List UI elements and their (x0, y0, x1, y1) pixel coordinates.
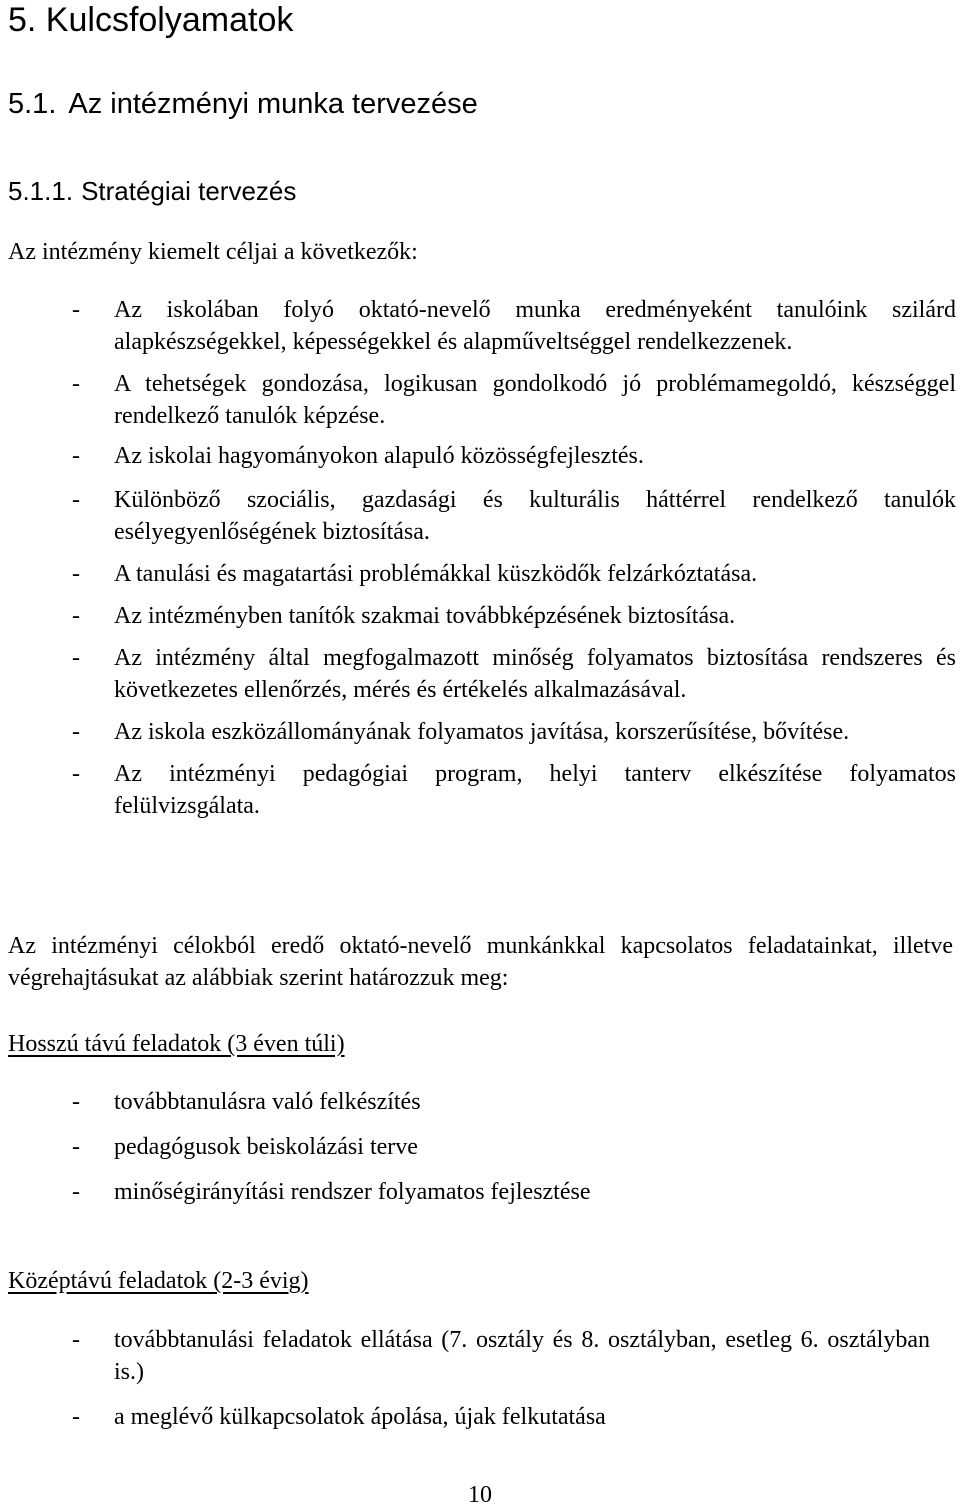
goals-list (0, 294, 960, 822)
list-item: - Az intézményi pedagógiai program, helyi tanterv elkészítése folyamatos felülvizsgálata. (72, 761, 956, 819)
long-term-heading: Hosszú távú feladatok (3 éven túli) (8, 1031, 345, 1057)
list-item: - a meglévő külkapcsolatok ápolása, újak felkutatása (72, 1404, 606, 1430)
list-item: - továbbtanulási feladatok ellátása (7. osztály és 8. osztályban, esetleg 6. osztályban is.) (72, 1327, 930, 1385)
mid-term-list (0, 1324, 960, 1433)
list-item: - továbbtanulásra való felkészítés (72, 1089, 421, 1115)
list-item: - Különböző szociális, gazdasági és kulturális háttérrel rendelkező tanulók esélyegyenlőségének biztosítása. (72, 487, 956, 545)
list-item: - Az iskola eszközállományának folyamatos javítása, korszerűsítése, bővítése. (72, 719, 850, 745)
tasks-paragraph: Az intézményi célokból eredő oktató-nevelő munkánkkal kapcsolatos feladatainkat, illetve végrehajtásukat az alábbiak szerint határozzuk meg: (8, 933, 953, 991)
heading-2-number: 5.1. (8, 88, 57, 120)
list-item: - A tanulási és magatartási problémákkal küszködők felzárkóztatása. (72, 561, 758, 587)
list-item: - Az intézmény által megfogalmazott minőség folyamatos biztosítása rendszeres és következetes ellenőrzés, mérés és értékelés alkalmazásával. (72, 645, 956, 703)
heading-3-title: Stratégiai tervezés (81, 176, 297, 206)
list-item: - pedagógusok beiskolázási terve (72, 1134, 418, 1160)
goals-intro: Az intézmény kiemelt céljai a következők: (8, 239, 418, 265)
list-item: - Az intézményben tanítók szakmai továbbképzésének biztosítása. (72, 603, 736, 629)
heading-2 (8, 86, 478, 122)
mid-term-heading: Középtávú feladatok (2-3 évig) (8, 1268, 309, 1294)
list-item: - minőségirányítási rendszer folyamatos fejlesztése (72, 1179, 591, 1205)
heading-2-title: Az intézményi munka tervezése (68, 88, 478, 120)
heading-3-number: 5.1.1. (8, 176, 74, 206)
heading-3 (8, 174, 296, 208)
heading-1: 5. Kulcsfolyamatok (8, 1, 294, 39)
list-item: - Az iskolai hagyományokon alapuló közösségfejlesztés. (72, 443, 644, 469)
list-item: - A tehetségek gondozása, logikusan gondolkodó jó problémamegoldó, készséggel rendelkező tanulók képzése. (72, 371, 956, 429)
list-item: - Az iskolában folyó oktató-nevelő munka eredményeként tanulóink szilárd alapkészségekkel, képességekkel és alapműveltséggel rendelkezzenek. (72, 297, 956, 355)
page-number: 10 (468, 1482, 492, 1508)
long-term-list (0, 1086, 960, 1208)
